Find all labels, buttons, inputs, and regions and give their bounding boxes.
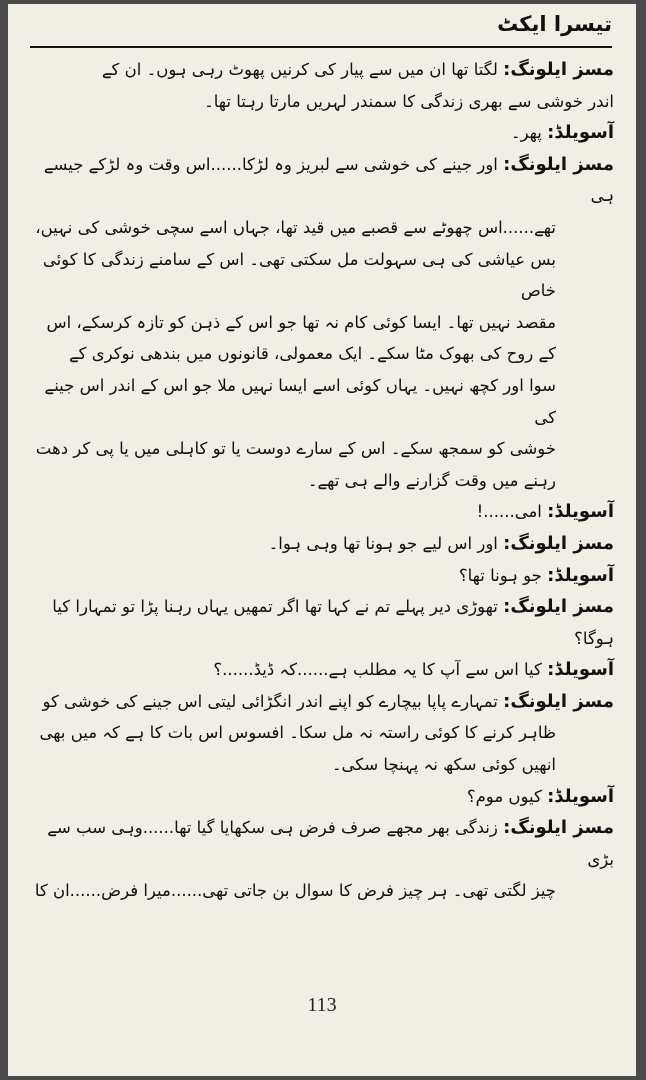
running-head: تیسرا ایکٹ — [497, 12, 612, 36]
dialogue-line: زندگی بھر مجھے صرف فرض ہی سکھایا گیا تھا......وہی سب سے بڑی — [47, 818, 614, 869]
dialogue-line: انھیں کوئی سکھ نہ پہنچا سکی۔ — [331, 755, 556, 775]
dialogue-line: تمہارے پاپا بیچارے کو اپنے اندر انگڑائی لیتی اس جینے کی خوشی کو — [42, 691, 498, 711]
speech-block — [30, 560, 614, 592]
dialogue-line: رہنے میں وقت گزارنے والے ہی تھے۔ — [307, 470, 556, 490]
dialogue-line: خوشی کو سمجھ سکے۔ اس کے سارے دوست یا تو کاہلی میں یا پی کر دھت — [35, 439, 556, 459]
dialogue-line: سوا اور کچھ نہیں۔ یہاں کوئی اسے ایسا نہیں ملا جو اس کے اندر اس جینے کی — [44, 375, 556, 427]
dialogue-line: جو ہونا تھا؟ — [458, 565, 542, 585]
book-page — [8, 4, 636, 1076]
speech-block — [30, 686, 614, 781]
speaker-label: آسویلڈ: — [547, 564, 614, 586]
speaker-label: مسز ایلونگ: — [503, 153, 614, 175]
page-header — [30, 10, 612, 48]
dialogue-line: کیا اس سے آپ کا یہ مطلب ہے......کہ ڈیڈ......؟ — [213, 660, 542, 680]
speaker-label: آسویلڈ: — [547, 122, 614, 144]
speech-block — [30, 781, 614, 813]
speech-block — [30, 591, 614, 654]
speech-block — [30, 54, 614, 117]
speaker-label: مسز ایلونگ: — [503, 596, 614, 618]
dialogue-line: چیز لگتی تھی۔ ہر چیز فرض کا سوال بن جاتی تھی......میرا فرض......ان کا — [34, 881, 556, 901]
dialogue-line: مقصد نہیں تھا۔ ایسا کوئی کام نہ تھا جو اس کے ذہن کو تازہ کرسکے، اس — [46, 312, 556, 332]
dialogue-line: بس عیاشی کی ہی سہولت مل سکتی تھی۔ اس کے سامنے زندگی کا کوئی خاص — [42, 249, 556, 301]
dialogue-line: پھر۔ — [510, 123, 542, 143]
speaker-label: آسویلڈ: — [547, 659, 614, 681]
dialogue-line: اندر خوشی سے بھری زندگی کا سمندر لہریں مارتا رہتا تھا۔ — [204, 91, 614, 111]
speech-block — [30, 528, 614, 560]
page-number: 113 — [307, 994, 337, 1016]
speech-block — [30, 117, 614, 149]
dialogue-line: ظاہر کرنے کا کوئی راستہ نہ مل سکا۔ افسوس اس بات کا ہے کہ میں بھی — [39, 723, 556, 743]
speaker-label: مسز ایلونگ: — [503, 690, 614, 712]
speaker-label: مسز ایلونگ: — [503, 817, 614, 839]
dialogue-line: اور جینے کی خوشی سے لبریز وہ لڑکا......اس وقت وہ لڑکے جیسے ہی — [43, 154, 614, 206]
dialogue-line: تھوڑی دیر پہلے تم نے کہا تھا اگر تمھیں یہاں رہنا پڑا تو تمہارا کیا ہوگا؟ — [52, 597, 614, 648]
speech-block — [30, 149, 614, 497]
speaker-label: مسز ایلونگ: — [503, 532, 614, 554]
dialogue-line: تھے......اس چھوٹے سے قصبے میں قید تھا، جہاں اسے سچی خوشی کی نہیں، — [35, 217, 556, 237]
speaker-label: آسویلڈ: — [547, 501, 614, 523]
dialogue-line: کیوں موم؟ — [466, 786, 542, 806]
dialogue-line: کے روح کی بھوک مٹا سکے۔ ایک معمولی، قانونوں میں بندھی نوکری کے — [68, 344, 556, 364]
speech-block — [30, 812, 614, 907]
dialogue-line: امی......! — [476, 502, 542, 522]
dialogue-line: لگتا تھا ان میں سے پیار کی کرنیں پھوٹ رہی ہوں۔ ان کے — [101, 60, 498, 79]
speaker-label: آسویلڈ: — [547, 785, 614, 807]
dialogue-line: اور اس لیے جو ہونا تھا وہی ہوا۔ — [268, 533, 498, 553]
dialogue-text — [30, 54, 614, 974]
speaker-label: مسز ایلونگ: — [503, 59, 614, 80]
speech-block — [30, 654, 614, 686]
speech-block — [30, 496, 614, 528]
